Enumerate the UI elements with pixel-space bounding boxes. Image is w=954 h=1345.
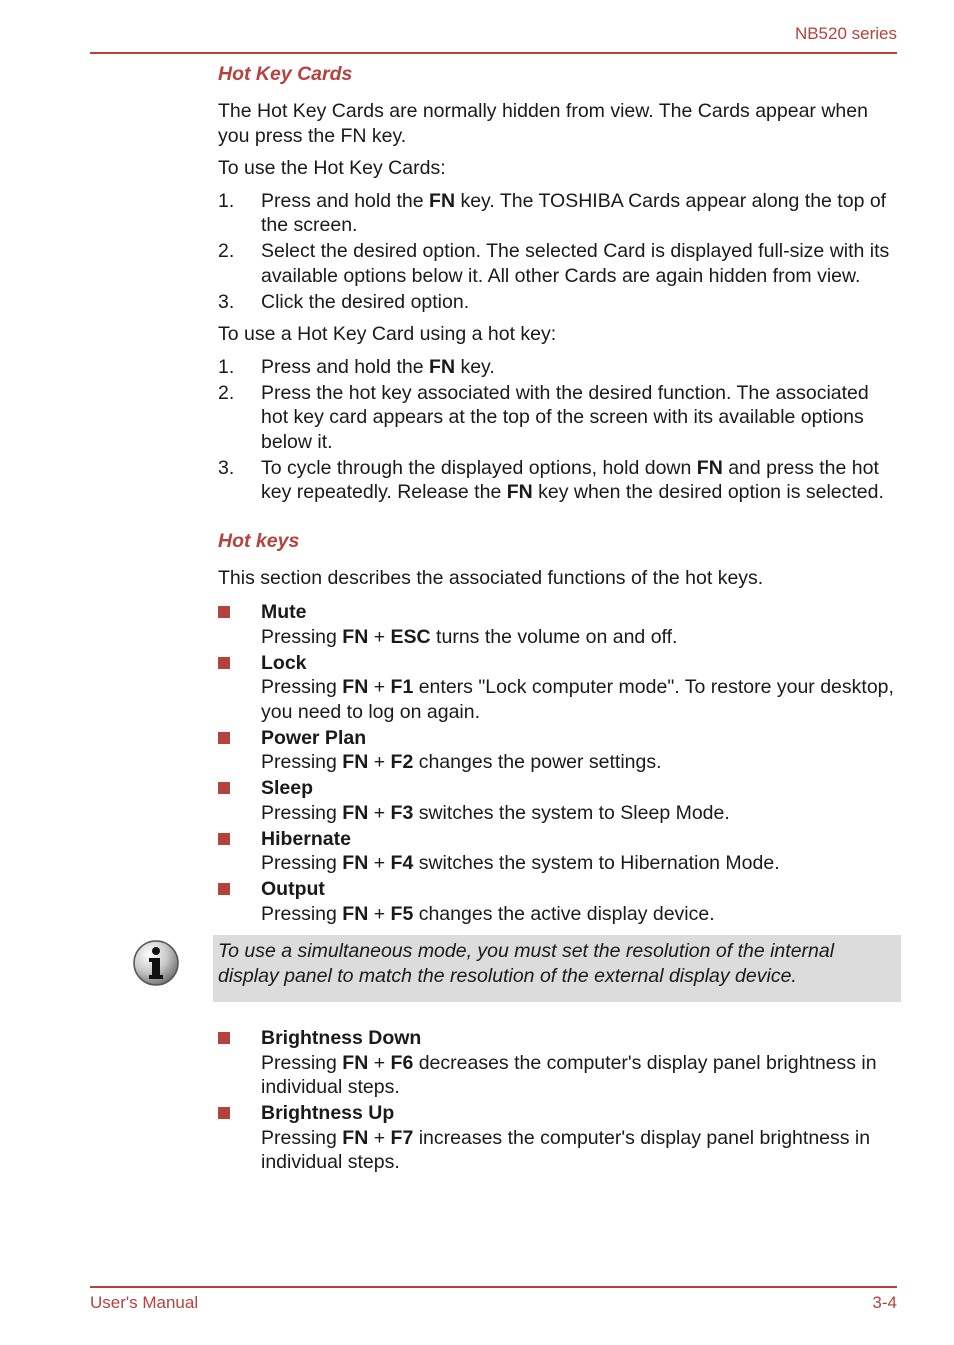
square-bullet-icon (218, 833, 230, 845)
section-title-hot-keys: Hot keys (218, 529, 300, 552)
list-item (218, 726, 900, 775)
key-plus: + (368, 676, 391, 698)
key-fn: FN (342, 902, 369, 925)
step-number: 1. (218, 189, 235, 212)
hot-key-desc: Pressing (261, 801, 343, 824)
key-plus: + (368, 1126, 391, 1149)
step-key: FN (429, 355, 456, 378)
key-code: F1 (390, 676, 414, 698)
key-fn: FN (342, 676, 369, 698)
list-item (218, 827, 900, 876)
list-item (218, 381, 900, 455)
hot-key-name: Brightness Up (261, 1102, 395, 1124)
hot-keys-intro: This section describes the associated functions of the hot keys. (218, 566, 764, 589)
step-number: 2. (218, 381, 235, 404)
key-code: ESC (390, 625, 431, 648)
hot-key-desc: switches the system to Hibernation Mode. (413, 852, 780, 874)
hot-key-cards-lead-2: To use a Hot Key Card using a hot key: (218, 323, 557, 345)
hot-key-desc: increases the computer's display panel brightness in individual steps. (261, 1126, 871, 1173)
list-item (218, 877, 900, 926)
step-text: key. (455, 355, 495, 378)
step-text: To cycle through the displayed options, hold down (261, 456, 697, 479)
footer-manual-title: User's Manual (90, 1293, 199, 1312)
list-item (218, 1101, 900, 1175)
hot-key-desc: switches the system to Sleep Mode. (413, 801, 730, 824)
key-code: F2 (390, 751, 414, 773)
step-number: 1. (218, 355, 235, 378)
list-item (218, 239, 900, 288)
key-fn: FN (342, 1051, 369, 1074)
steps-list-2 (218, 355, 900, 505)
square-bullet-icon (218, 782, 230, 794)
step-number: 2. (218, 240, 235, 262)
step-text: key when the desired option is selected. (532, 481, 884, 503)
step-text: and press the hot key repeatedly. Release the (261, 456, 879, 503)
key-plus: + (368, 902, 391, 925)
list-item (218, 600, 900, 649)
hot-key-desc: decreases the computer's display panel brightness in individual steps. (261, 1051, 877, 1098)
step-key: FN (506, 481, 533, 503)
key-code: F5 (390, 902, 414, 925)
key-code: F6 (390, 1051, 414, 1074)
hot-key-desc: changes the active display device. (413, 902, 715, 925)
key-plus: + (368, 852, 391, 874)
key-fn: FN (342, 625, 369, 648)
hot-key-desc: enters "Lock computer mode". To restore your desktop, you need to log on again. (261, 676, 894, 723)
hot-key-name: Sleep (261, 777, 314, 799)
hot-key-desc: turns the volume on and off. (430, 625, 678, 648)
step-key: FN (696, 456, 723, 479)
key-plus: + (368, 625, 391, 648)
list-item (218, 290, 900, 315)
hot-key-desc: changes the power settings. (413, 751, 662, 773)
footer-page-number: 3-4 (872, 1293, 897, 1312)
step-key: FN (429, 189, 456, 212)
note-callout (213, 935, 900, 1002)
step-text: Press the hot key associated with the desired function. The associated hot key card appears at the top of the screen with its available options below it. (261, 381, 869, 453)
step-number: 3. (218, 456, 235, 479)
hot-key-name: Lock (261, 651, 307, 674)
hot-key-desc: Pressing (261, 751, 343, 773)
key-plus: + (368, 801, 391, 824)
step-number: 3. (218, 290, 235, 313)
hot-key-desc: Pressing (261, 625, 343, 648)
step-text: Press and hold the (261, 355, 430, 378)
key-fn: FN (342, 801, 369, 824)
hot-key-desc: Pressing (261, 852, 343, 874)
hot-key-desc: Pressing (261, 1126, 343, 1149)
hot-key-cards-intro: The Hot Key Cards are normally hidden from view. The Cards appear when you press the FN key. (218, 100, 868, 147)
square-bullet-icon (218, 606, 230, 618)
list-item (218, 456, 900, 505)
key-code: F4 (390, 852, 414, 874)
square-bullet-icon (218, 883, 230, 895)
header-rule (90, 52, 897, 54)
list-item (218, 355, 900, 380)
hot-key-name: Power Plan (261, 726, 367, 749)
hot-key-name: Hibernate (261, 827, 351, 850)
steps-list-1 (218, 189, 900, 315)
hot-keys-list (218, 600, 900, 926)
hot-key-desc: Pressing (261, 1051, 343, 1074)
footer-rule (90, 1286, 897, 1288)
list-item (218, 776, 900, 825)
hot-key-name: Output (261, 878, 325, 900)
hot-key-desc: Pressing (261, 676, 343, 698)
square-bullet-icon (218, 1107, 230, 1119)
note-text: To use a simultaneous mode, you must set the resolution of the internal display panel to match the resolution of the external display device. (213, 935, 901, 1002)
key-plus: + (368, 751, 391, 773)
hot-key-name: Mute (261, 601, 307, 623)
step-text: Click the desired option. (261, 290, 470, 313)
step-text: Press and hold the (261, 189, 430, 212)
list-item (218, 189, 900, 238)
list-item (218, 1026, 900, 1100)
key-fn: FN (342, 751, 369, 773)
header-series: NB520 series (794, 24, 897, 43)
key-plus: + (368, 1051, 391, 1074)
step-text: key. The TOSHIBA Cards appear along the top of the screen. (261, 189, 887, 236)
hot-key-desc: Pressing (261, 902, 343, 925)
square-bullet-icon (218, 1032, 230, 1044)
hot-keys-list-2 (218, 1026, 900, 1175)
step-text: Select the desired option. The selected Card is displayed full-size with its available options below it. All other Cards are again hidden from view. (261, 240, 890, 287)
key-fn: FN (342, 852, 369, 874)
key-code: F3 (390, 801, 414, 824)
hot-key-name: Brightness Down (261, 1027, 422, 1049)
key-code: F7 (390, 1126, 414, 1149)
square-bullet-icon (218, 732, 230, 744)
square-bullet-icon (218, 657, 230, 669)
key-fn: FN (342, 1126, 369, 1149)
hot-key-cards-lead-1: To use the Hot Key Cards: (218, 157, 446, 179)
section-title-hot-key-cards: Hot Key Cards (218, 63, 353, 85)
list-item (218, 651, 900, 725)
page-content (218, 60, 900, 1176)
info-icon (132, 939, 180, 987)
